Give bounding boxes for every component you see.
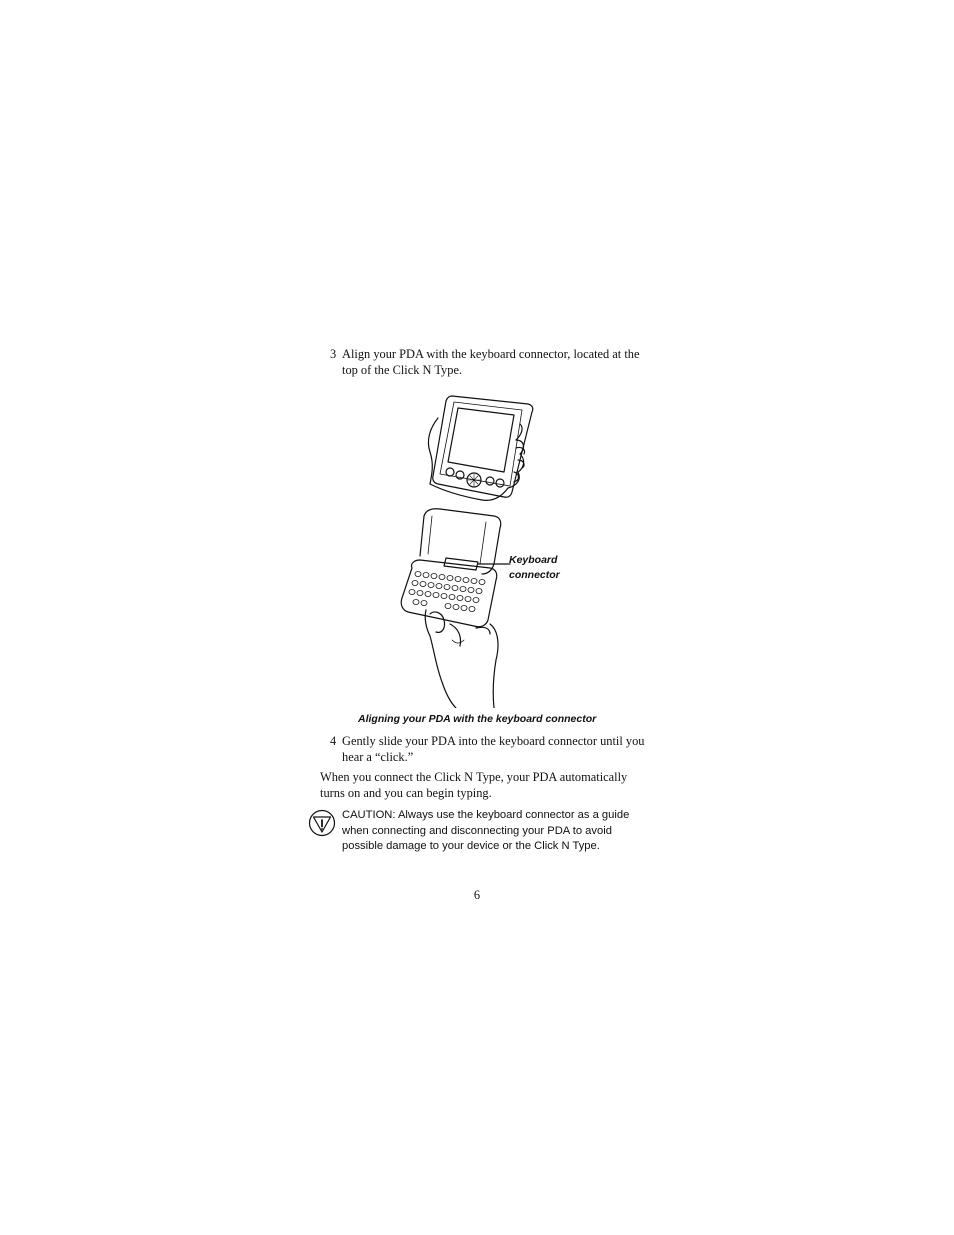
- callout-line-2: connector: [509, 569, 560, 581]
- callout-line-1: Keyboard: [509, 554, 558, 566]
- step-number: 4: [330, 734, 337, 748]
- caution-text: CAUTION: Always use the keyboard connector as a guide when connecting and disconnecting your PDA to avoid possible damage to your device or the Click N Type.: [342, 809, 630, 852]
- step-text: Gently slide your PDA into the keyboard connector until you hear a “click.”: [342, 734, 645, 764]
- keyboard-connector-callout: [509, 553, 579, 583]
- body-paragraph: When you connect the Click N Type, your PDA automatically turns on and you can begin typing.: [320, 770, 628, 800]
- step-text: Align your PDA with the keyboard connector, located at the top of the Click N Type.: [342, 347, 640, 377]
- pda-keyboard-illustration: [390, 388, 570, 708]
- step-4: [330, 733, 650, 765]
- page-number: 6: [473, 888, 481, 902]
- step-3: [330, 346, 650, 378]
- figure-caption: Aligning your PDA with the keyboard connector: [358, 713, 597, 725]
- step-number: 3: [330, 347, 337, 361]
- caution-icon: [308, 809, 336, 837]
